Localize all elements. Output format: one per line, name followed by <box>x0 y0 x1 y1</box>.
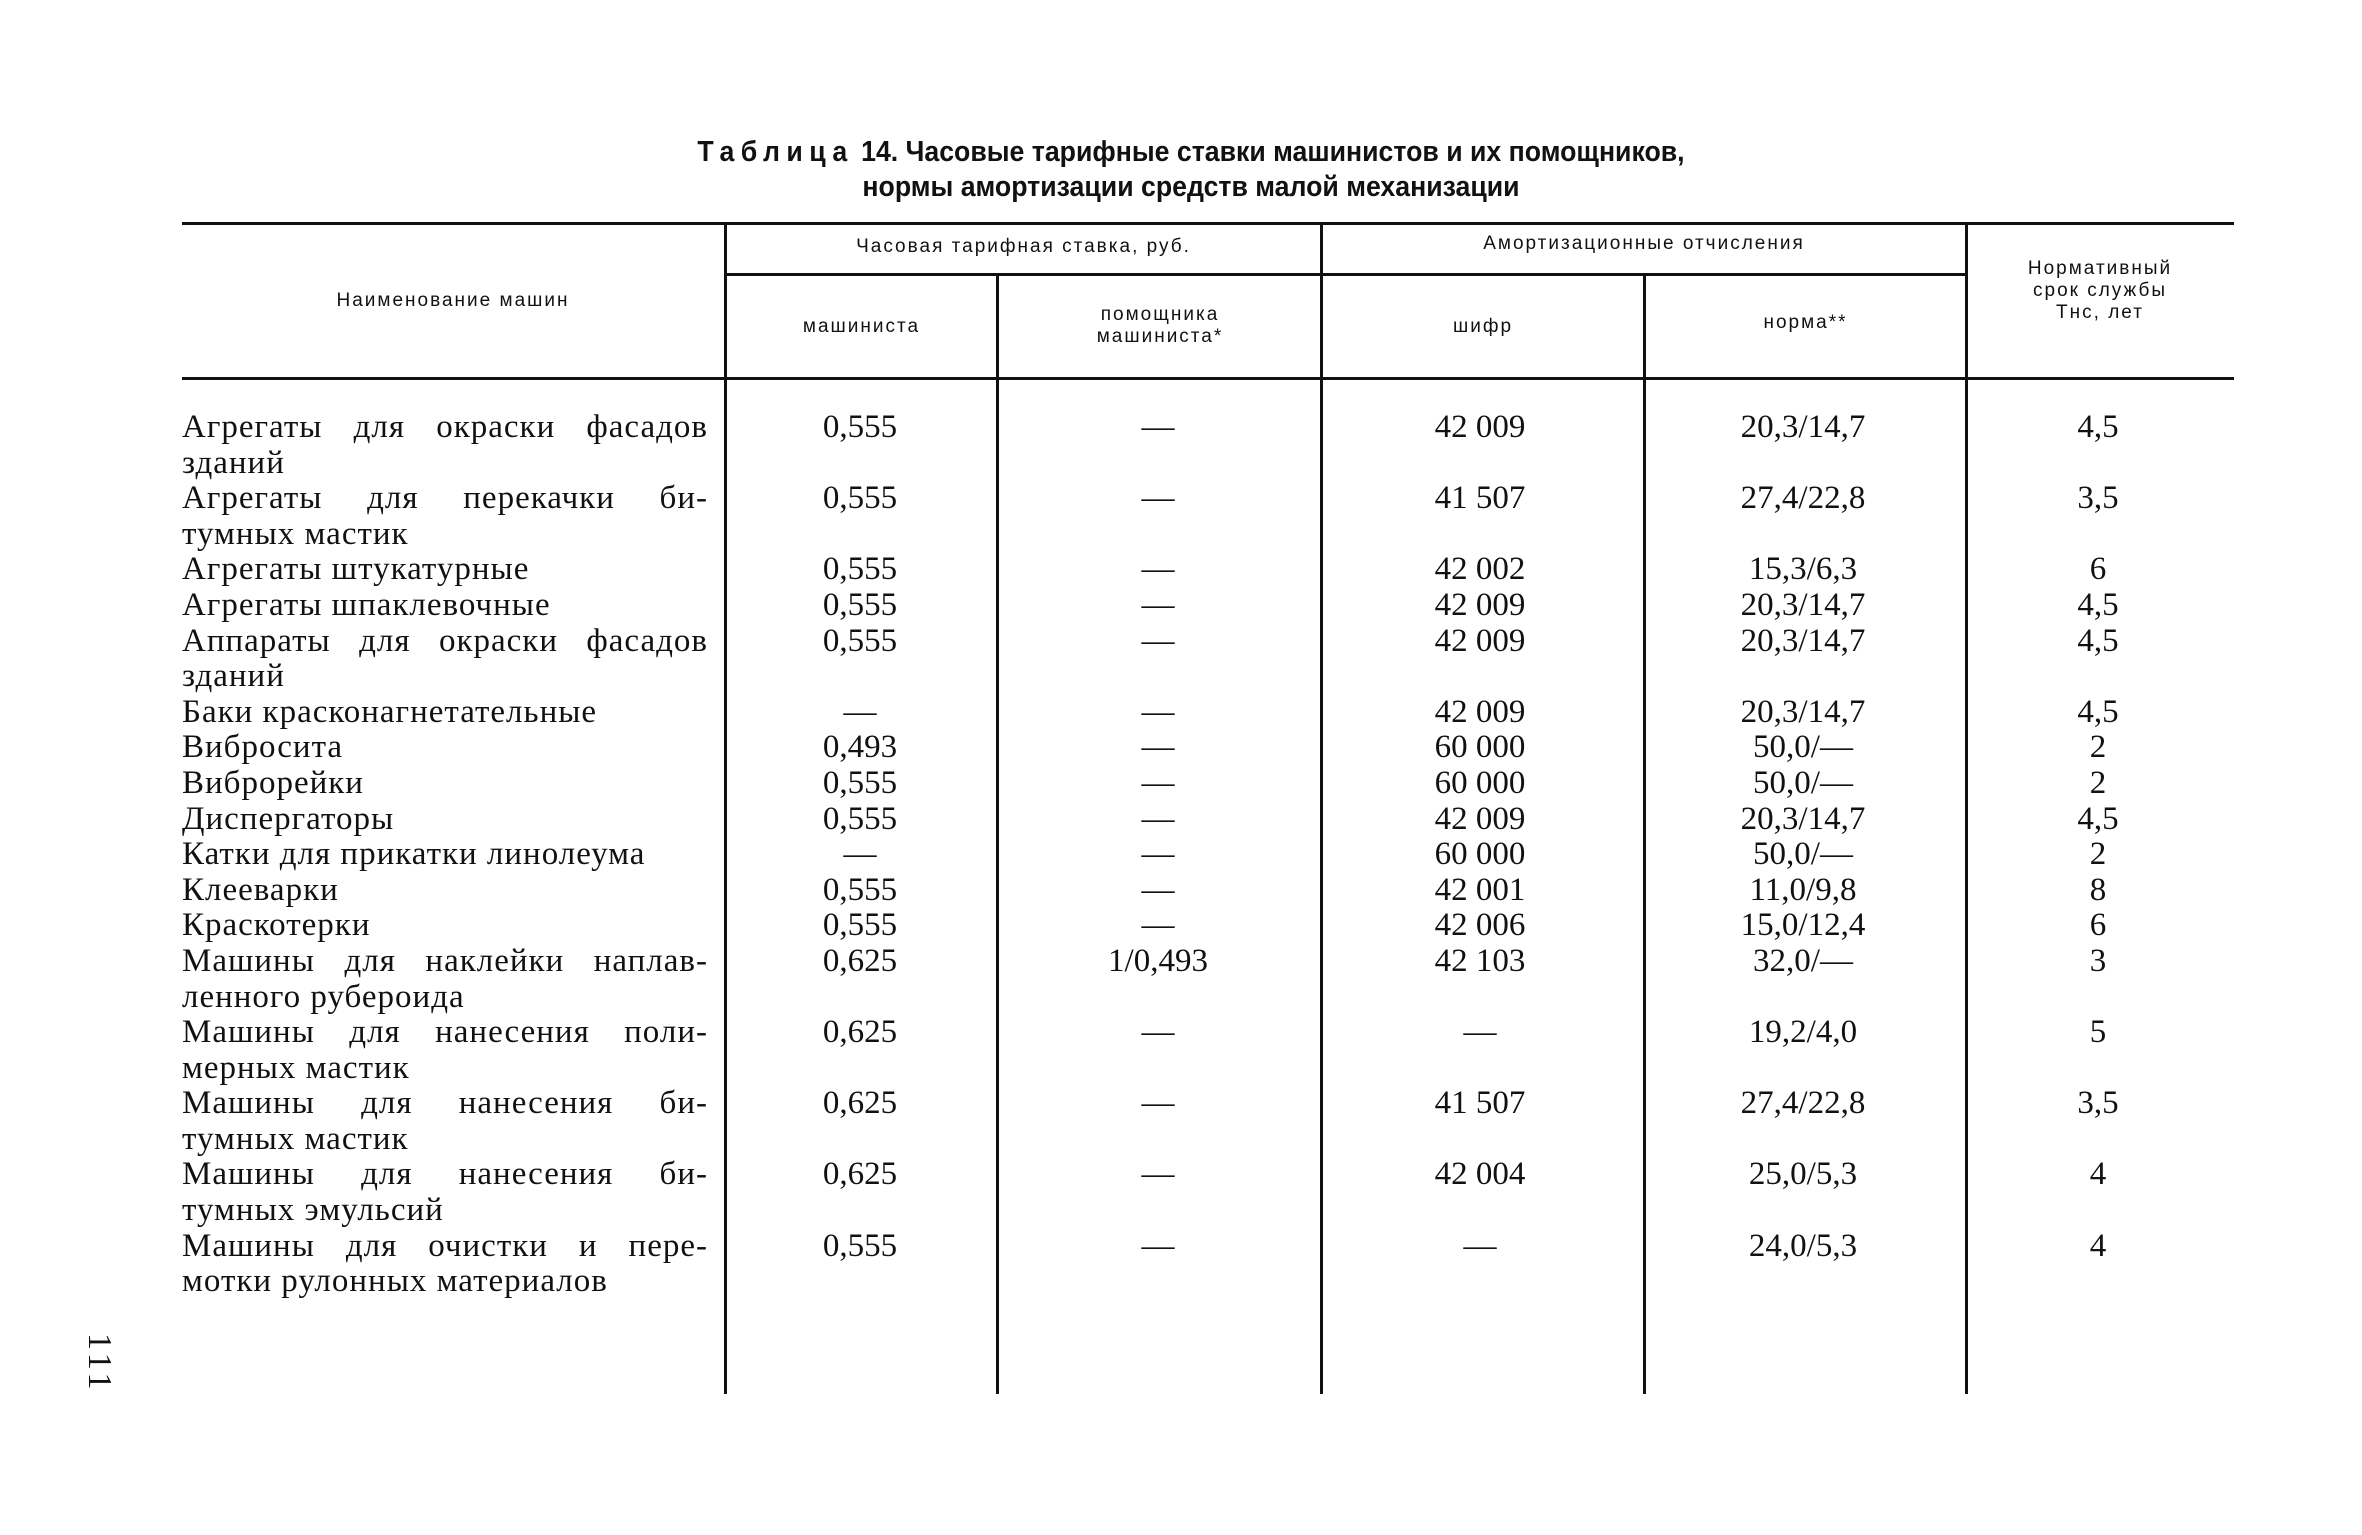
service-life: 2 <box>2089 729 2107 766</box>
row-name: Аппараты для окраски фасадов зданий <box>182 622 708 695</box>
rate-assistant: — <box>1141 800 1175 837</box>
header-rate-assistant: помощника машиниста* <box>1096 304 1224 347</box>
rate-driver: 0,555 <box>822 586 898 623</box>
table-label: Таблица <box>697 136 854 168</box>
rate-driver: 0,555 <box>822 622 898 659</box>
row-name: Агрегаты шпаклевочные <box>182 586 551 623</box>
table-row <box>182 802 2182 838</box>
amort-code: 60 000 <box>1434 729 1526 766</box>
table-row <box>182 624 2182 695</box>
name-line: Машины для нанесения би- <box>182 1156 708 1193</box>
header-amort-group: Амортизационные отчисления <box>1483 233 1805 254</box>
rate-driver: 0,625 <box>822 1014 898 1051</box>
amort-norm: 50,0/— <box>1753 764 1853 801</box>
service-life: 8 <box>2089 871 2107 908</box>
service-life: 3,5 <box>2077 1085 2119 1122</box>
row-name: Катки для прикатки линолеума <box>182 836 646 873</box>
header-name: Наименование машин <box>336 290 570 311</box>
service-life: 3,5 <box>2077 480 2119 517</box>
row-name: Диспергаторы <box>182 800 395 837</box>
amort-norm: 20,3/14,7 <box>1740 622 1866 659</box>
header-service-life: Нормативный срок службы Тнс, лет <box>2027 258 2173 323</box>
title-text: 14. Часовые тарифные ставки машинистов и их помощников, <box>861 136 1685 168</box>
table-row <box>182 730 2182 766</box>
amort-code: 42 006 <box>1434 907 1526 944</box>
table-row <box>182 695 2182 731</box>
amort-code: 42 009 <box>1434 693 1526 730</box>
row-name <box>182 1229 708 1300</box>
amort-code: 41 507 <box>1434 1085 1526 1122</box>
rate-assistant: — <box>1141 693 1175 730</box>
subheader-rule <box>724 273 1966 276</box>
name-line: тумных эмульсий <box>182 1192 444 1229</box>
table-row <box>182 1086 2182 1157</box>
table-row <box>182 481 2182 552</box>
rate-assistant: 1/0,493 <box>1108 942 1208 979</box>
service-life: 3 <box>2089 942 2107 979</box>
amort-code: 42 001 <box>1434 871 1526 908</box>
amort-norm: 50,0/— <box>1753 836 1853 873</box>
page-number: 111 <box>81 1333 118 1394</box>
amort-norm: 50,0/— <box>1753 729 1853 766</box>
row-name: Клееварки <box>182 871 339 908</box>
amort-code: 42 004 <box>1434 1156 1526 1193</box>
amort-code: 60 000 <box>1434 836 1526 873</box>
service-life: 2 <box>2089 764 2107 801</box>
header-rate-driver: машиниста <box>802 316 921 337</box>
service-life: 4 <box>2089 1156 2107 1193</box>
rate-driver: 0,555 <box>822 907 898 944</box>
amort-norm: 27,4/22,8 <box>1740 1085 1866 1122</box>
row-name <box>182 1086 708 1157</box>
service-life: 6 <box>2089 551 2107 588</box>
amort-norm: 19,2/4,0 <box>1748 1014 1858 1051</box>
rate-assistant: — <box>1141 1014 1175 1051</box>
service-life: 4,5 <box>2077 693 2119 730</box>
amort-norm: 15,3/6,3 <box>1748 551 1858 588</box>
name-line: Машины для наклейки наплав- <box>182 942 708 979</box>
amort-norm: 27,4/22,8 <box>1740 480 1866 517</box>
rate-driver: 0,555 <box>822 409 898 445</box>
header-amort-norm: норма** <box>1763 312 1848 333</box>
rate-driver: — <box>843 836 877 873</box>
table-row <box>182 837 2182 873</box>
row-name: Агрегаты для окраски фасадов зданий <box>182 409 708 481</box>
rate-driver: 0,493 <box>822 729 898 766</box>
rate-assistant: — <box>1141 586 1175 623</box>
name-line: тумных мастик <box>182 515 409 552</box>
name-line: мотки рулонных материалов <box>182 1263 608 1300</box>
service-life: 4 <box>2089 1227 2107 1264</box>
name-line: Машины для нанесения поли- <box>182 1014 708 1051</box>
table-row <box>182 588 2182 624</box>
amort-norm: 24,0/5,3 <box>1748 1227 1858 1264</box>
amort-code: — <box>1463 1227 1497 1264</box>
row-name <box>182 481 708 552</box>
table-row <box>182 552 2182 588</box>
table-row <box>182 944 2182 1015</box>
name-line: Машины для нанесения би- <box>182 1085 708 1122</box>
row-name <box>182 944 708 1015</box>
header-bottom-rule <box>182 377 2234 380</box>
rate-assistant: — <box>1141 622 1175 659</box>
amort-code: 42 009 <box>1434 586 1526 623</box>
header-amort-code: шифр <box>1452 316 1514 337</box>
rate-driver: 0,555 <box>822 871 898 908</box>
rate-driver: 0,625 <box>822 942 898 979</box>
row-name: Баки красконагнетательные <box>182 693 598 730</box>
rate-assistant: — <box>1141 1227 1175 1264</box>
amort-norm: 20,3/14,7 <box>1740 586 1866 623</box>
row-name: Агрегаты штукатурные <box>182 551 530 588</box>
service-life: 4,5 <box>2077 622 2119 659</box>
rate-assistant: — <box>1141 764 1175 801</box>
name-line: Машины для очистки и пере- <box>182 1227 708 1264</box>
top-rule <box>182 222 2234 225</box>
rate-assistant: — <box>1141 907 1175 944</box>
amort-code: 42 103 <box>1434 942 1526 979</box>
rate-driver: 0,555 <box>822 551 898 588</box>
rate-driver: 0,555 <box>822 480 898 517</box>
table-row <box>182 1229 2182 1300</box>
service-life: 2 <box>2089 836 2107 873</box>
table-row <box>182 873 2182 909</box>
rate-assistant: — <box>1141 551 1175 588</box>
name-line: Агрегаты для перекачки би- <box>182 480 708 517</box>
amort-code: 42 009 <box>1434 409 1526 445</box>
row-name: Вибросита <box>182 729 344 766</box>
table-row <box>182 766 2182 802</box>
row-name <box>182 1015 708 1086</box>
row-name <box>182 1157 708 1228</box>
row-name: Виброрейки <box>182 764 364 801</box>
table-title-line2: нормы амортизации средств малой механизации <box>862 171 1520 203</box>
rate-driver: 0,625 <box>822 1156 898 1193</box>
amort-norm: 15,0/12,4 <box>1740 907 1866 944</box>
amort-norm: 32,0/— <box>1753 942 1853 979</box>
rate-assistant: — <box>1141 480 1175 517</box>
rate-assistant: — <box>1141 1156 1175 1193</box>
rate-assistant: — <box>1141 871 1175 908</box>
rate-driver: — <box>843 693 877 730</box>
rate-driver: 0,555 <box>822 800 898 837</box>
table-row <box>182 1015 2182 1086</box>
table-row <box>182 1157 2182 1228</box>
row-name: Краскотерки <box>182 907 371 944</box>
table-row <box>182 410 2182 481</box>
name-line: ленного рубероида <box>182 978 465 1015</box>
service-life: 4,5 <box>2077 409 2119 445</box>
header-rate-group: Часовая тарифная ставка, руб. <box>856 236 1191 257</box>
amort-code: 42 009 <box>1434 800 1526 837</box>
rate-assistant: — <box>1141 1085 1175 1122</box>
amort-norm: 20,3/14,7 <box>1740 800 1866 837</box>
rate-assistant: — <box>1141 836 1175 873</box>
amort-norm: 25,0/5,3 <box>1748 1156 1858 1193</box>
rate-driver: 0,555 <box>822 1227 898 1264</box>
amort-norm: 11,0/9,8 <box>1749 871 1857 908</box>
amort-code: 60 000 <box>1434 764 1526 801</box>
rate-assistant: — <box>1141 409 1175 445</box>
rate-driver: 0,555 <box>822 764 898 801</box>
table-row <box>182 908 2182 944</box>
amort-code: 42 009 <box>1434 622 1526 659</box>
rate-assistant: — <box>1141 729 1175 766</box>
table-body <box>182 410 2182 1300</box>
amort-code: 41 507 <box>1434 480 1526 517</box>
table-title-line1 <box>104 136 2277 169</box>
amort-norm: 20,3/14,7 <box>1740 693 1866 730</box>
amort-norm: 20,3/14,7 <box>1740 409 1866 445</box>
name-line: тумных мастик <box>182 1120 409 1157</box>
service-life: 6 <box>2089 907 2107 944</box>
service-life: 4,5 <box>2077 800 2119 837</box>
amort-code: 42 002 <box>1434 551 1526 588</box>
name-line: мерных мастик <box>182 1049 410 1086</box>
amort-code: — <box>1463 1014 1497 1051</box>
service-life: 4,5 <box>2077 586 2119 623</box>
rate-driver: 0,625 <box>822 1085 898 1122</box>
service-life: 5 <box>2089 1014 2107 1051</box>
